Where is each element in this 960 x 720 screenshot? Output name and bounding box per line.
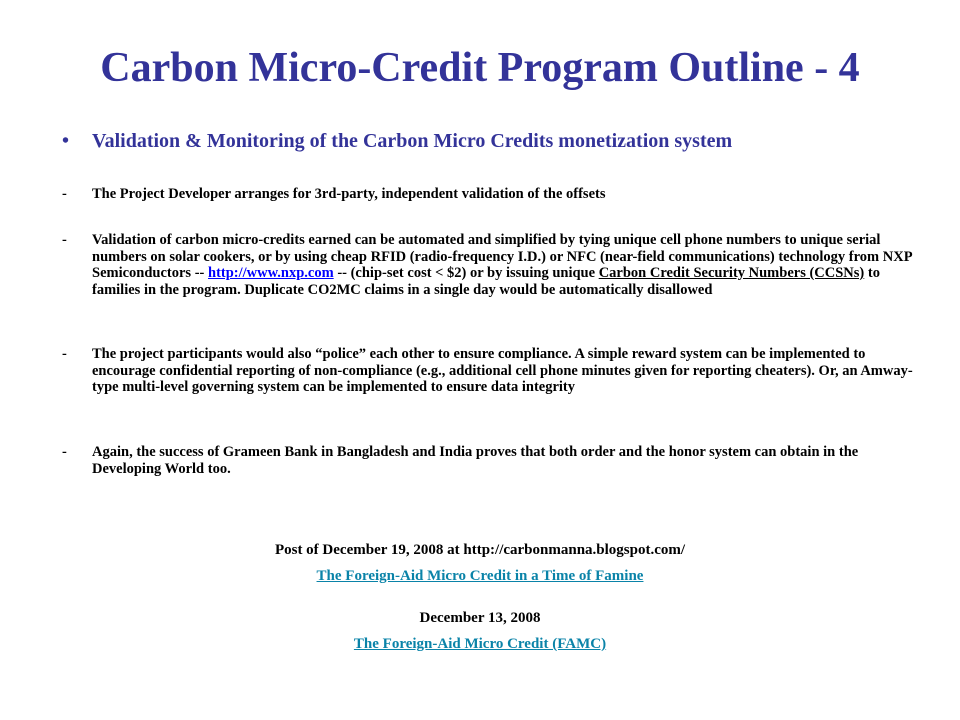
dash-marker: -	[62, 346, 67, 362]
famc-article-link[interactable]: The Foreign-Aid Micro Credit (FAMC)	[353, 636, 607, 652]
dash-marker: -	[62, 186, 67, 202]
footer-link-row	[0, 568, 960, 585]
sub-item-grameen-bank	[62, 444, 922, 477]
post-date-line: Post of December 19, 2008 at http://carbonmanna.blogspot.com/	[274, 542, 686, 558]
nxp-link[interactable]: http://www.nxp.com	[208, 265, 334, 281]
sub-item-text: The Project Developer arranges for 3rd-party, independent validation of the offsets	[92, 186, 606, 202]
article-date-line: December 13, 2008	[419, 610, 541, 626]
sub-item-police-compliance	[62, 346, 922, 396]
sub-item-validation-party	[62, 186, 922, 203]
sub-item-text: Again, the success of Grameen Bank in Bangladesh and India proves that both order and the honor system can obtain in the Developing World too.	[92, 444, 859, 477]
main-bullet-text: Validation & Monitoring of the Carbon Micro Credits monetization system	[92, 130, 733, 152]
footer-link-row	[0, 636, 960, 653]
main-bullet	[62, 130, 922, 153]
sub-item-text: The project participants would also “police” each other to ensure compliance. A simple reward system can be implemented to encourage confidential reporting of non-compliance (e.g., additional cell phone minutes given for reporting cheaters). Or, an Amway-type multi-level governing system can be implemented to ensure data integrity	[92, 346, 913, 395]
dash-marker: -	[62, 232, 67, 248]
bullet-mark: •	[62, 130, 70, 152]
slide-title: Carbon Micro-Credit Program Outline - 4	[100, 45, 860, 91]
text-part: Validation of carbon micro-credits earned can be automated and simplified by tying unique cell phone numbers to unique serial numbers on solar cookers, or by using cheap RFID (radio-frequency I.D.) or NFC (near-field communications) technology from NXP Semiconductors --	[92, 232, 912, 281]
famine-article-link[interactable]: The Foreign-Aid Micro Credit in a Time of Famine	[316, 568, 644, 584]
text-part: -- (chip-set cost < $2) or by issuing unique	[333, 265, 599, 281]
sub-item-automated-validation	[62, 232, 922, 298]
dash-marker: -	[62, 444, 67, 460]
ccsn-underlined-text: Carbon Credit Security Numbers (CCSNs)	[598, 265, 865, 281]
text-part: to families in the program. Duplicate CO2MC claims in a single day would be automatically disallowed	[92, 265, 880, 298]
sub-item-text	[92, 232, 922, 298]
